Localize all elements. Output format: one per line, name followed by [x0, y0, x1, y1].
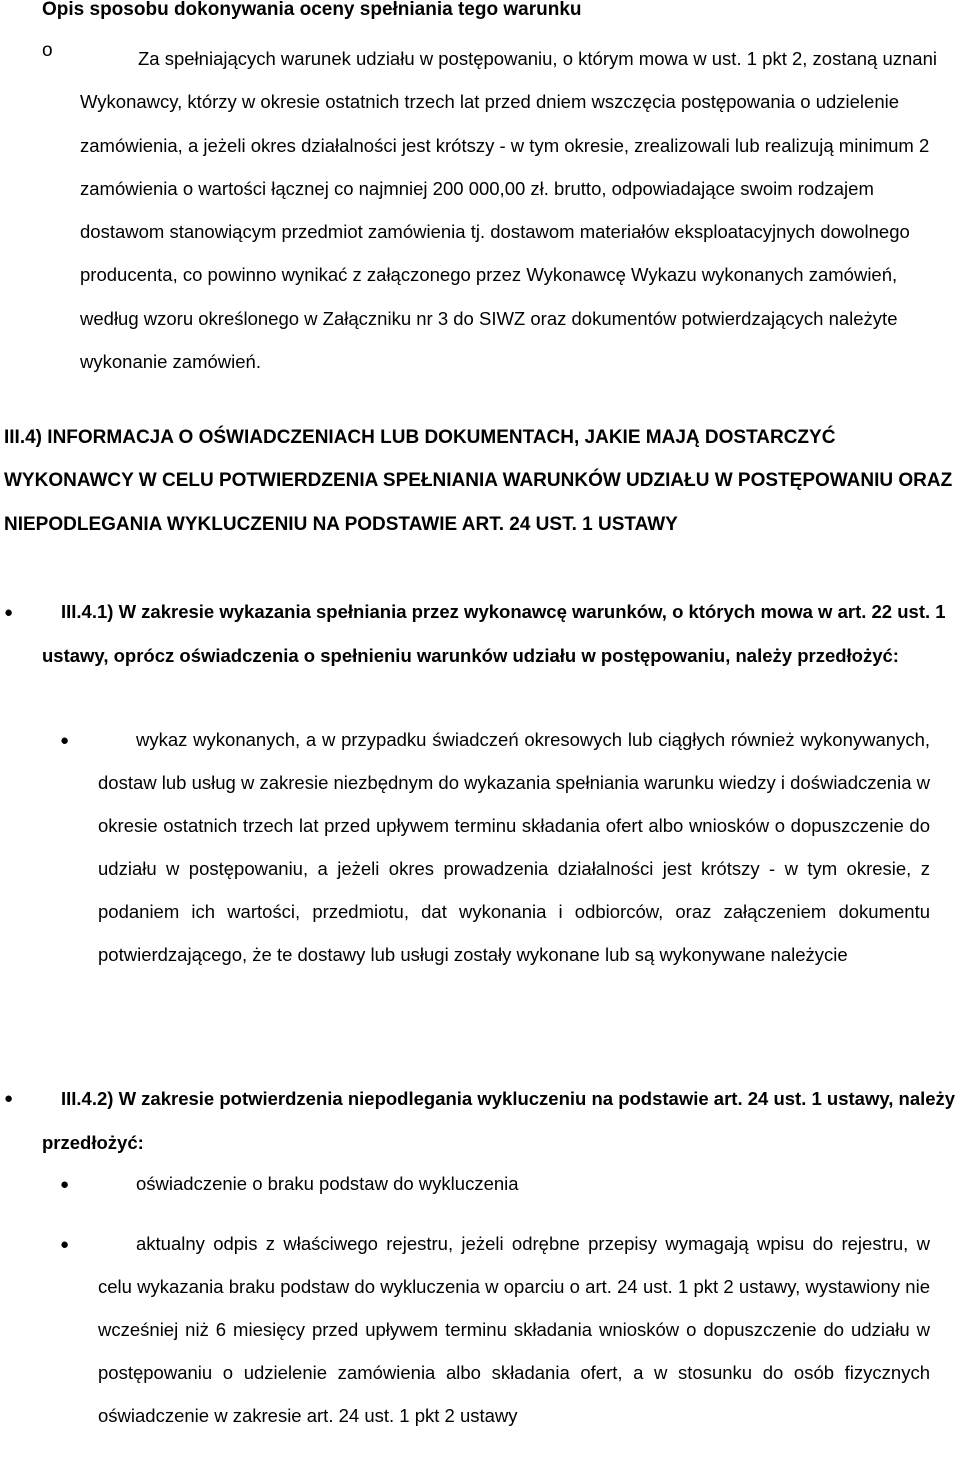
subsection-4-2: III.4.2) W zakresie potwierdzenia niepodlegania wykluczeniu na podstawie art. 24 ust. 1 ustawy, należy przedłożyć:: [42, 1088, 956, 1153]
section-heading: Opis sposobu dokonywania oceny spełniania tego warunku: [42, 0, 582, 20]
list-marker: o: [42, 40, 53, 61]
section-title: III.4) INFORMACJA O OŚWIADCZENIACH LUB DOKUMENTACH, JAKIE MAJĄ DOSTARCZYĆ WYKONAWCY W CELU POTWIERDZENIA SPEŁNIANIA WARUNKÓW UDZIAŁU W POSTĘPOWANIU ORAZ NIEPODLEGANIA WYKLUCZENIU NA PODSTAWIE ART. 24 UST. 1 USTAWY: [4, 427, 953, 535]
list-item: oświadczenie o braku podstaw do wykluczenia: [136, 1173, 519, 1194]
bullet-icon: ●: [60, 732, 70, 749]
condition-paragraph: Za spełniających warunek udziału w postępowaniu, o którym mowa w ust. 1 pkt 2, zostaną uznani Wykonawcy, którzy w okresie ostatnich trzech lat przed dniem wszczęcia postępowania o udzielenie zamówienia, a jeżeli okres działalności jest krótszy - w tym okresie, zrealizowali lub realizują minimum 2 zamówienia o wartości łącznej co najmniej 200 000,00 zł. brutto, odpowiadające swoim rodzajem dostawom stanowiącym przedmiot zamówienia tj. dostawom materiałów eksploatacyjnych dowolnego producenta, co powinno wynikać z załączonego przez Wykonawcę Wykazu wykonanych zamówień, według wzoru określonego w Załączniku nr 3 do SIWZ oraz dokumentów potwierdzających należyte wykonanie zamówień.: [80, 48, 937, 373]
list-item: aktualny odpis z właściwego rejestru, jeżeli odrębne przepisy wymagają wpisu do rejestru, w celu wykazania braku podstaw do wykluczenia w oparciu o art. 24 ust. 1 pkt 2 ustawy, wystawiony nie wcześniej niż 6 miesięcy przed upływem terminu składania wniosków o dopuszczenie do udziału w postępowaniu o udzielenie zamówienia albo składania ofert, a w stosunku do osób fizycznych oświadczenie w zakresie art. 24 ust. 1 pkt 2 ustawy: [98, 1233, 930, 1426]
subsection-4-1: III.4.1) W zakresie wykazania spełniania przez wykonawcę warunków, o których mowa w art. 22 ust. 1 ustawy, oprócz oświadczenia o spełnieniu warunków udziału w postępowaniu, należy przedłożyć:: [42, 601, 946, 666]
bullet-icon: ●: [60, 1176, 70, 1193]
list-item: wykaz wykonanych, a w przypadku świadczeń okresowych lub ciągłych również wykonywanych, dostaw lub usług w zakresie niezbędnym do wykazania spełniania warunku wiedzy i doświadczenia w okresie ostatnich trzech lat przed upływem terminu składania ofert albo wniosków o dopuszczenie do udziału w postępowaniu, a jeżeli okres prowadzenia działalności jest krótszy - w tym okresie, z podaniem ich wartości, przedmiotu, dat wykonania i odbiorców, oraz załączeniem dokumentu potwierdzającego, że te dostawy lub usługi zostały wykonane lub są wykonywane należycie: [98, 729, 930, 965]
bullet-icon: ●: [4, 604, 14, 621]
bullet-icon: ●: [4, 1090, 14, 1107]
bullet-icon: ●: [60, 1236, 70, 1253]
